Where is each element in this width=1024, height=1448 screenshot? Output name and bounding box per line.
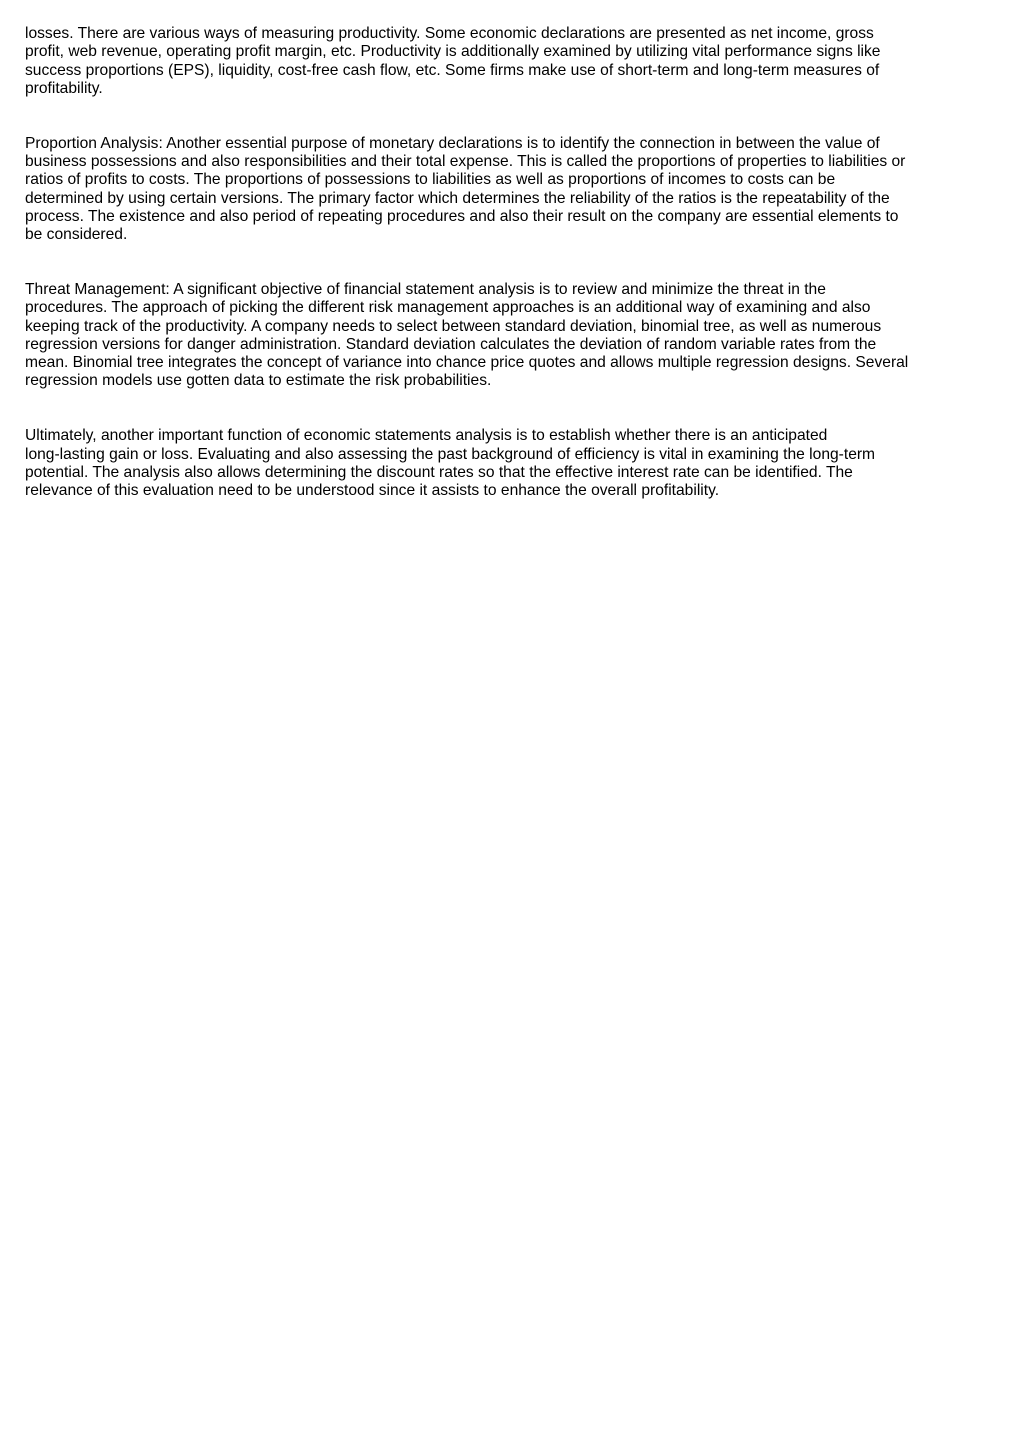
- paragraph-conclusion: [25, 427, 1001, 500]
- paragraph-threat-management: [25, 281, 1001, 391]
- text-line: Ultimately, another important function of economic statements analysis is to establish whether there is an anticipated: [25, 427, 828, 445]
- text-line: Threat Management: A significant objective of financial statement analysis is to review and minimize the threat in the: [25, 280, 826, 298]
- text-line: regression versions for danger administration. Standard deviation calculates the deviation of random variable rates from the: [25, 335, 877, 353]
- text-line: regression models use gotten data to estimate the risk probabilities.: [25, 372, 492, 390]
- text-line: profitability.: [25, 79, 103, 97]
- paragraph-proportion-analysis: [25, 135, 1001, 245]
- text-line: potential. The analysis also allows determining the discount rates so that the effective interest rate can be identified. The: [25, 463, 853, 481]
- text-line: be considered.: [25, 226, 128, 244]
- text-line: success proportions (EPS), liquidity, cost-free cash flow, etc. Some firms make use of short-term and long-term measures of: [25, 61, 880, 79]
- text-line: Proportion Analysis: Another essential purpose of monetary declarations is to identify the connection in between the value of: [25, 134, 880, 152]
- paragraph-profitability: [25, 25, 1001, 98]
- text-line: profit, web revenue, operating profit margin, etc. Productivity is additionally examined by utilizing vital performance signs like: [25, 43, 881, 61]
- text-line: procedures. The approach of picking the different risk management approaches is an additional way of examining and also: [25, 299, 871, 317]
- text-line: long-lasting gain or loss. Evaluating and also assessing the past background of efficiency is vital in examining the long-term: [25, 445, 876, 463]
- text-line: determined by using certain versions. The primary factor which determines the reliability of the ratios is the repeatability of the: [25, 189, 890, 207]
- text-line: ratios of profits to costs. The proportions of possessions to liabilities as well as proportions of incomes to costs can be: [25, 171, 836, 189]
- document-body: [25, 25, 1001, 537]
- text-line: relevance of this evaluation need to be understood since it assists to enhance the overall profitability.: [25, 482, 720, 500]
- text-line: losses. There are various ways of measuring productivity. Some economic declarations are presented as net income, gross: [25, 25, 874, 42]
- text-line: business possessions and also responsibilities and their total expense. This is called the proportions of properties to liabilities or: [25, 152, 906, 170]
- text-line: keeping track of the productivity. A company needs to select between standard deviation, binomial tree, as well as numerous: [25, 317, 882, 335]
- text-line: mean. Binomial tree integrates the concept of variance into chance price quotes and allows multiple regression designs. Several: [25, 354, 909, 372]
- text-line: process. The existence and also period of repeating procedures and also their result on the company are essential elements to: [25, 207, 899, 225]
